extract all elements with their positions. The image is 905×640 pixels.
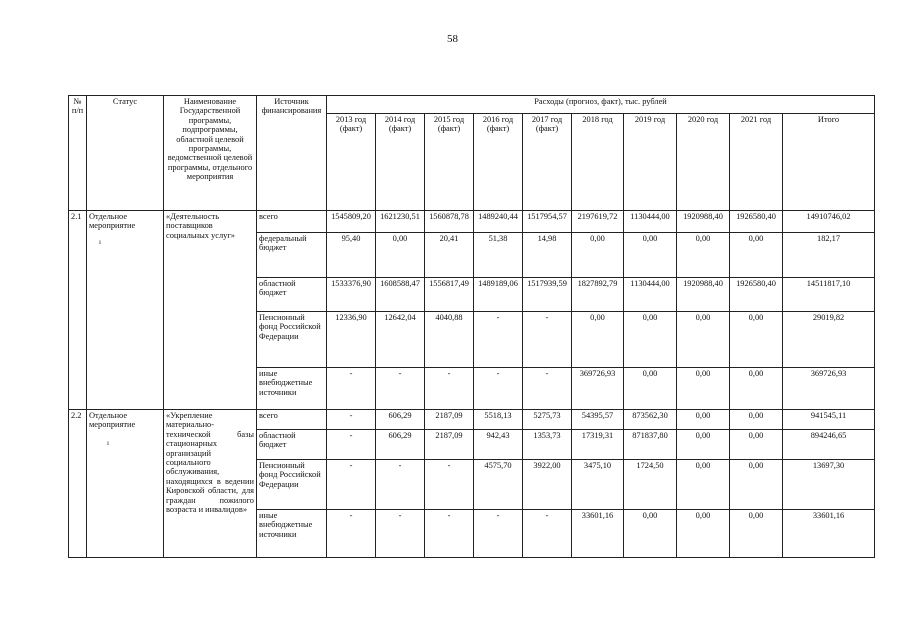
value-cell: -: [327, 460, 376, 510]
program-name: «Деятельность поставщиков социальных услуг»: [164, 211, 257, 410]
value-cell: 1353,73: [523, 430, 572, 460]
funding-source: иные внебюджетные источники: [257, 368, 327, 410]
value-cell: 95,40: [327, 233, 376, 278]
header-year: 2018 год: [572, 114, 624, 211]
value-cell: 1920988,40: [677, 211, 730, 233]
value-cell: 1517954,57: [523, 211, 572, 233]
value-cell: 0,00: [730, 430, 783, 460]
value-cell: -: [425, 460, 474, 510]
value-cell: 0,00: [730, 368, 783, 410]
header-year: 2021 год: [730, 114, 783, 211]
status-cell: [87, 410, 164, 558]
value-cell: -: [376, 368, 425, 410]
value-cell: 20,41: [425, 233, 474, 278]
value-cell: -: [523, 312, 572, 368]
value-cell: 54395,57: [572, 410, 624, 430]
total-cell: 941545,11: [783, 410, 875, 430]
value-cell: 1560878,78: [425, 211, 474, 233]
value-cell: 1827892,79: [572, 278, 624, 312]
value-cell: -: [327, 410, 376, 430]
value-cell: 1608588,47: [376, 278, 425, 312]
value-cell: 0,00: [677, 312, 730, 368]
value-cell: 873562,30: [624, 410, 677, 430]
funding-source: федеральный бюджет: [257, 233, 327, 278]
header-expenses: Расходы (прогноз, факт), тыс. рублей: [327, 96, 875, 114]
value-cell: 0,00: [624, 368, 677, 410]
header-year: 2013 год (факт): [327, 114, 376, 211]
value-cell: 51,38: [474, 233, 523, 278]
status-text: Отдельное мероприятие: [89, 411, 136, 430]
program-name: «Укрепление материально-технической базы стационарных организаций социального обслуживания, находящихся в ведении Кировской области, для граждан пожилого возраста и инвалидов»: [164, 410, 257, 558]
value-cell: 3922,00: [523, 460, 572, 510]
value-cell: 33601,16: [572, 510, 624, 558]
value-cell: 0,00: [730, 233, 783, 278]
header-source: Источник финансирования: [257, 96, 327, 211]
value-cell: -: [376, 510, 425, 558]
value-cell: 5275,73: [523, 410, 572, 430]
value-cell: 2197619,72: [572, 211, 624, 233]
value-cell: 1130444,00: [624, 211, 677, 233]
status-cell: [87, 211, 164, 410]
header-year: 2017 год (факт): [523, 114, 572, 211]
header-total: Итого: [783, 114, 875, 211]
value-cell: 1130444,00: [624, 278, 677, 312]
header-year: 2015 год (факт): [425, 114, 474, 211]
value-cell: 12642,04: [376, 312, 425, 368]
total-cell: 14910746,02: [783, 211, 875, 233]
status-text: Отдельное мероприятие: [89, 212, 136, 231]
value-cell: 606,29: [376, 430, 425, 460]
value-cell: 2187,09: [425, 430, 474, 460]
value-cell: 0,00: [677, 460, 730, 510]
page-number: 58: [447, 33, 458, 45]
value-cell: 1545809,20: [327, 211, 376, 233]
total-cell: 369726,93: [783, 368, 875, 410]
value-cell: 0,00: [730, 510, 783, 558]
total-cell: 29019,82: [783, 312, 875, 368]
value-cell: 1920988,40: [677, 278, 730, 312]
row-number: 2.2: [69, 410, 87, 558]
value-cell: -: [376, 460, 425, 510]
value-cell: 1489240,44: [474, 211, 523, 233]
header-year: 2014 год (факт): [376, 114, 425, 211]
total-cell: 13697,30: [783, 460, 875, 510]
value-cell: -: [425, 510, 474, 558]
value-cell: 0,00: [730, 410, 783, 430]
funding-source: областной бюджет: [257, 430, 327, 460]
value-cell: -: [474, 312, 523, 368]
funding-source: Пенсионный фонд Российской Федерации: [257, 312, 327, 368]
value-cell: -: [474, 510, 523, 558]
value-cell: -: [327, 368, 376, 410]
value-cell: -: [474, 368, 523, 410]
value-cell: 0,00: [730, 460, 783, 510]
value-cell: 0,00: [677, 410, 730, 430]
funding-source: всего: [257, 211, 327, 233]
value-cell: -: [523, 510, 572, 558]
value-cell: 1533376,90: [327, 278, 376, 312]
value-cell: -: [327, 430, 376, 460]
value-cell: 0,00: [572, 312, 624, 368]
table-row: [69, 410, 875, 430]
value-cell: 0,00: [677, 368, 730, 410]
value-cell: 606,29: [376, 410, 425, 430]
value-cell: 942,43: [474, 430, 523, 460]
value-cell: 1489189,06: [474, 278, 523, 312]
value-cell: 1621230,51: [376, 211, 425, 233]
value-cell: 1517939,59: [523, 278, 572, 312]
pen-mark: ı: [99, 237, 101, 246]
value-cell: -: [425, 368, 474, 410]
value-cell: 3475,10: [572, 460, 624, 510]
header-status: Статус: [87, 96, 164, 211]
value-cell: 5518,13: [474, 410, 523, 430]
value-cell: 369726,93: [572, 368, 624, 410]
table-row: [69, 211, 875, 233]
value-cell: 0,00: [677, 233, 730, 278]
value-cell: 0,00: [730, 312, 783, 368]
value-cell: 0,00: [572, 233, 624, 278]
header-year: 2019 год: [624, 114, 677, 211]
pen-mark: ı: [107, 438, 109, 447]
value-cell: 1926580,40: [730, 278, 783, 312]
value-cell: 0,00: [624, 312, 677, 368]
value-cell: 871837,80: [624, 430, 677, 460]
value-cell: 0,00: [376, 233, 425, 278]
funding-source: иные внебюджетные источники: [257, 510, 327, 558]
header-name: Наименование Государственной программы, подпрограммы, областной целевой программы, ведомственной целевой программы, отдельного мероприятия: [164, 96, 257, 211]
funding-source: Пенсионный фонд Российской Федерации: [257, 460, 327, 510]
value-cell: -: [523, 368, 572, 410]
total-cell: 33601,16: [783, 510, 875, 558]
value-cell: 0,00: [677, 430, 730, 460]
header-row: [69, 96, 875, 114]
value-cell: 4040,88: [425, 312, 474, 368]
total-cell: 182,17: [783, 233, 875, 278]
funding-source: областной бюджет: [257, 278, 327, 312]
value-cell: 4575,70: [474, 460, 523, 510]
value-cell: -: [327, 510, 376, 558]
value-cell: 1556817,49: [425, 278, 474, 312]
value-cell: 0,00: [677, 510, 730, 558]
value-cell: 2187,09: [425, 410, 474, 430]
total-cell: 894246,65: [783, 430, 875, 460]
value-cell: 0,00: [624, 233, 677, 278]
header-year: 2016 год (факт): [474, 114, 523, 211]
row-number: 2.1: [69, 211, 87, 410]
header-num: № п/п: [69, 96, 87, 211]
value-cell: 14,98: [523, 233, 572, 278]
value-cell: 12336,90: [327, 312, 376, 368]
funding-source: всего: [257, 410, 327, 430]
value-cell: 17319,31: [572, 430, 624, 460]
value-cell: 1724,50: [624, 460, 677, 510]
total-cell: 14511817,10: [783, 278, 875, 312]
value-cell: 0,00: [624, 510, 677, 558]
header-year: 2020 год: [677, 114, 730, 211]
value-cell: 1926580,40: [730, 211, 783, 233]
financing-table: [68, 95, 875, 558]
